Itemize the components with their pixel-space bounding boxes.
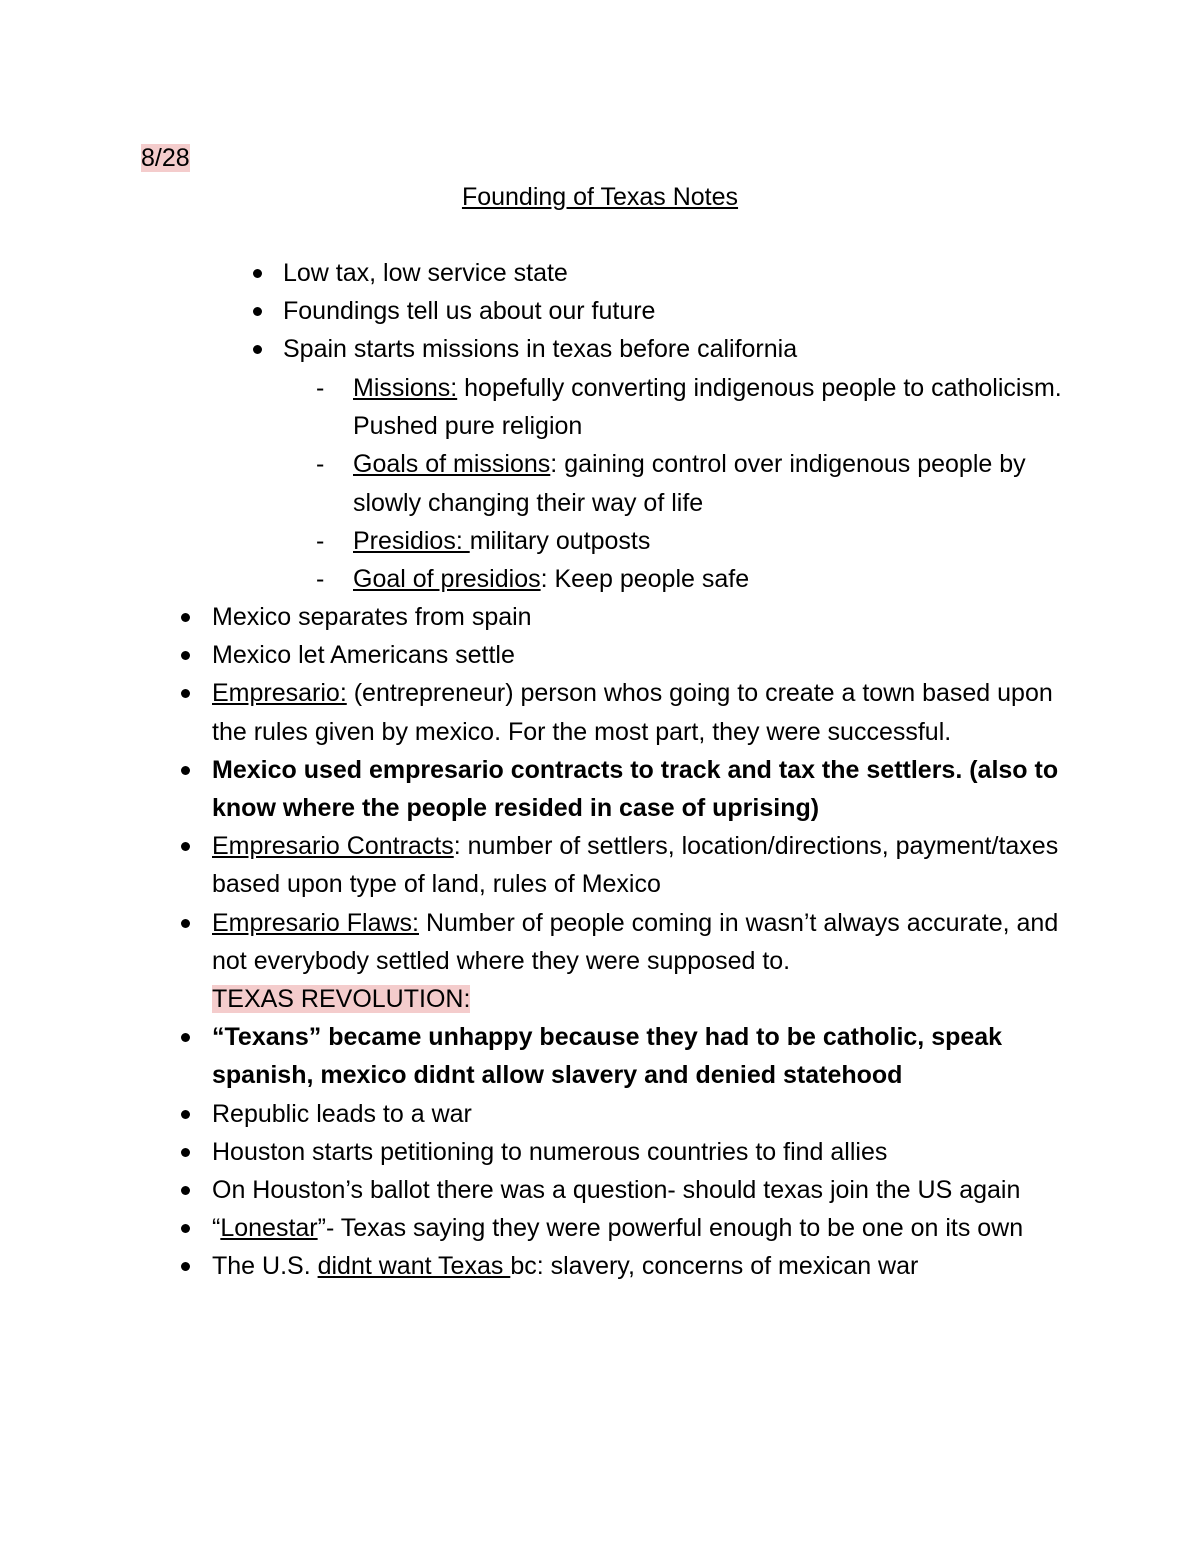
section-heading: TEXAS REVOLUTION: — [212, 985, 471, 1014]
list-item — [283, 330, 1083, 368]
list-item — [212, 751, 1092, 827]
list-item — [316, 560, 1083, 598]
list-item — [316, 522, 1083, 560]
list-item-text: Number of people coming in wasn’t always accurate, and not everybody settled where they were supposed to. — [212, 908, 1059, 975]
term-label: Lonestar — [220, 1214, 318, 1243]
date-highlight: 8/28 — [141, 144, 190, 172]
date-label — [141, 139, 190, 177]
term-label: Empresario: — [212, 679, 347, 708]
list-item-text: Foundings tell us about our future — [283, 297, 656, 326]
bullet-icon — [181, 1110, 190, 1119]
list-item-prefix: The U.S. — [212, 1252, 318, 1281]
bullet-icon — [253, 307, 262, 316]
list-item — [283, 254, 1083, 292]
list-item-text: : number of settlers, location/directions, payment/taxes based upon type of land, rules of Mexico — [212, 832, 1059, 899]
list-item-text: (entrepreneur) person whos going to create a town based upon the rules given by mexico. For the most part, they were successful. — [212, 679, 1053, 746]
list-item-text: Spain starts missions in texas before california — [283, 335, 798, 364]
bullet-icon — [181, 766, 190, 775]
bullet-icon — [181, 689, 190, 698]
main-bullet-list — [212, 598, 1092, 1286]
term-label: Goals of missions — [353, 450, 551, 479]
term-label: Empresario Contracts — [212, 832, 454, 861]
list-item-text: Houston starts petitioning to numerous countries to find allies — [212, 1137, 888, 1166]
list-item-text: Republic leads to a war — [212, 1099, 472, 1128]
list-item-text: On Houston’s ballot there was a question- should texas join the US again — [212, 1176, 1021, 1205]
list-item-text: : Keep people safe — [540, 565, 750, 594]
bullet-icon — [253, 345, 262, 354]
list-item-text: Mexico let Americans settle — [212, 641, 515, 670]
list-item — [212, 636, 1092, 674]
bullet-icon — [181, 1033, 190, 1042]
list-item — [212, 1018, 1092, 1094]
list-item — [316, 445, 1083, 521]
bullet-icon — [181, 842, 190, 851]
list-item-text: “Texans” became unhappy because they had to be catholic, speak spanish, mexico didnt allow slavery and denied statehood — [212, 1023, 1003, 1090]
quote-mark: “ — [212, 1214, 221, 1243]
term-label: didnt want Texas — [317, 1252, 511, 1281]
list-item — [212, 1247, 1092, 1285]
top-bullet-list — [283, 254, 1083, 369]
list-item — [283, 292, 1083, 330]
bullet-icon — [181, 1262, 190, 1271]
term-label: Goal of presidios — [353, 565, 541, 594]
dash-icon: - — [316, 374, 325, 402]
list-item — [212, 827, 1092, 903]
sub-item-list — [316, 369, 1083, 598]
list-item-text: military outposts — [469, 526, 651, 555]
list-item — [212, 1095, 1092, 1133]
bullet-icon — [181, 613, 190, 622]
list-item — [212, 904, 1092, 1019]
dash-icon: - — [316, 526, 325, 555]
list-item-text: Low tax, low service state — [283, 259, 568, 287]
dash-icon: - — [316, 450, 325, 479]
bullet-icon — [181, 919, 190, 928]
bullet-icon — [181, 1148, 190, 1157]
list-item-text: bc: slavery, concerns of mexican war — [510, 1252, 919, 1281]
list-item — [212, 1171, 1092, 1209]
list-item — [212, 674, 1092, 750]
list-item-text: ”- Texas saying they were powerful enough to be one on its own — [317, 1214, 1024, 1243]
list-item — [212, 598, 1092, 636]
bullet-icon — [253, 269, 262, 278]
page-title — [0, 178, 1200, 216]
term-label: Missions: — [353, 374, 458, 402]
list-item — [212, 1209, 1092, 1247]
list-item-text: Mexico separates from spain — [212, 603, 532, 631]
page-title-text: Founding of Texas Notes — [461, 183, 739, 211]
list-item-text: : gaining control over indigenous people by slowly changing their way of life — [353, 450, 1026, 517]
list-item-text: hopefully converting indigenous people to catholicism. Pushed pure religion — [353, 374, 1062, 441]
bullet-icon — [181, 1224, 190, 1233]
dash-icon: - — [316, 565, 325, 594]
bullet-icon — [181, 651, 190, 660]
term-label: Empresario Flaws: — [212, 908, 419, 937]
bullet-icon — [181, 1186, 190, 1195]
list-item-text: Mexico used empresario contracts to track and tax the settlers. (also to know where the people resided in case of uprising) — [212, 755, 1059, 823]
list-item — [212, 1133, 1092, 1171]
term-label: Presidios: — [353, 526, 470, 555]
list-item — [316, 369, 1083, 445]
